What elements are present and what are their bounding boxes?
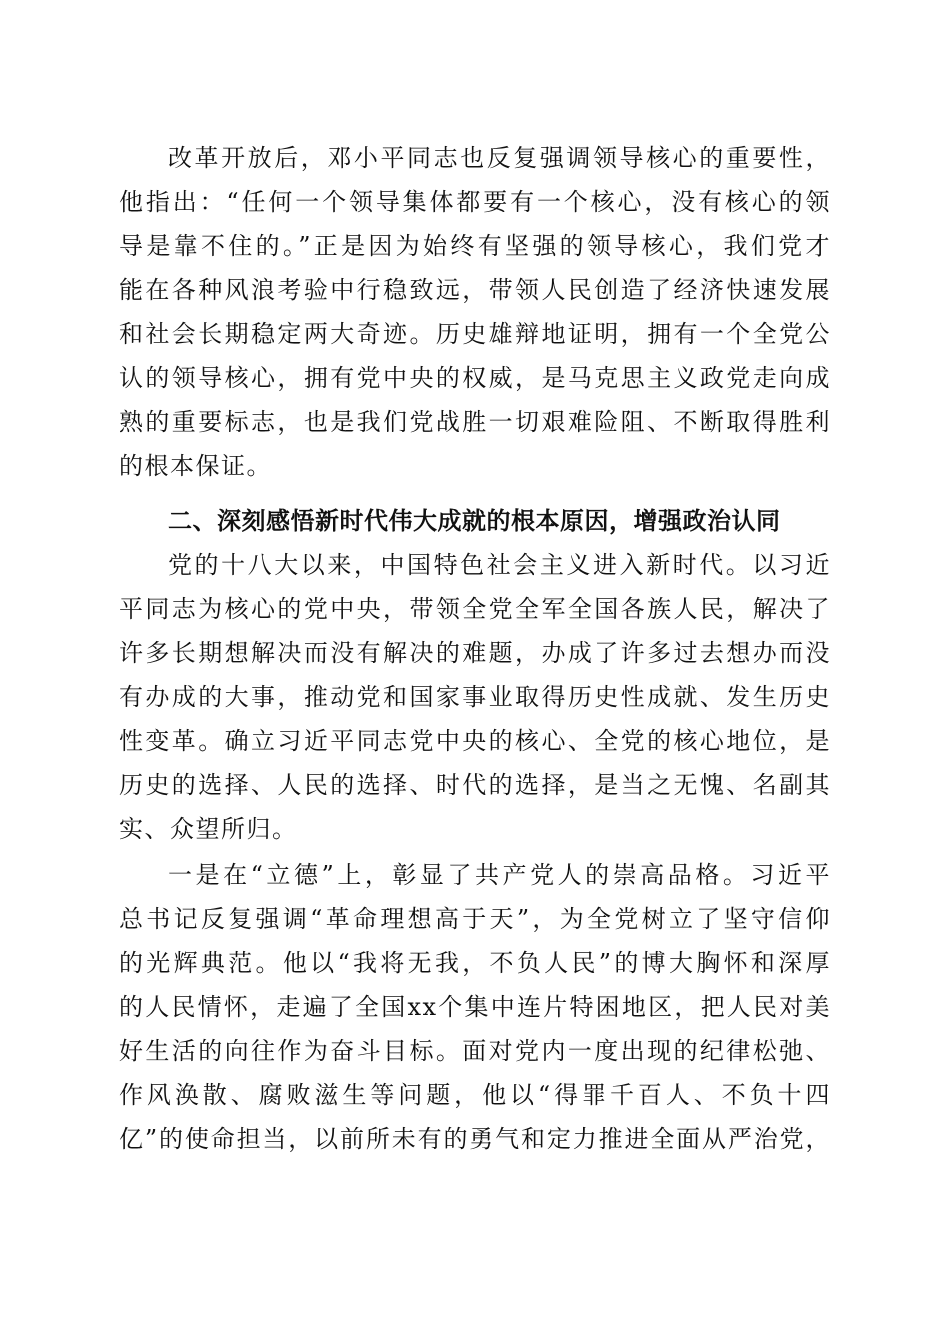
paragraph-new-era	[119, 543, 831, 851]
paragraph-line: 能在各种风浪考验中行稳致远，带领人民创造了经济快速发展	[119, 276, 831, 304]
paragraph-line: 好生活的向往作为奋斗目标。面对党内一度出现的纪律松弛、	[119, 1037, 831, 1065]
paragraph-line: 的光辉典范。他以“我将无我，不负人民”的博大胸怀和深厚	[119, 949, 831, 977]
paragraph-line: 作风涣散、腐败滋生等问题，他以“得罪千百人、不负十四	[119, 1081, 831, 1109]
section-heading	[119, 499, 831, 543]
paragraph-line: 有办成的大事，推动党和国家事业取得历史性成就、发生历史	[119, 683, 831, 711]
paragraph-line: 许多长期想解决而没有解决的难题，办成了许多过去想办而没	[119, 639, 831, 667]
paragraph-line: 历史的选择、人民的选择、时代的选择，是当之无愧、名副其	[119, 771, 831, 799]
paragraph-line: 一是在“立德”上，彰显了共产党人的崇高品格。习近平	[168, 861, 831, 889]
paragraph-line: 熟的重要标志，也是我们党战胜一切艰难险阻、不断取得胜利	[119, 408, 831, 436]
paragraph-line: 党的十八大以来，中国特色社会主义进入新时代。以习近	[168, 551, 831, 579]
paragraph-line: 实、众望所归。	[119, 815, 298, 843]
paragraph-leadership-core	[119, 136, 831, 488]
paragraph-line: 总书记反复强调“革命理想高于天”，为全党树立了坚守信仰	[119, 905, 831, 933]
paragraph-virtue	[119, 853, 831, 1161]
paragraph-line: 的人民情怀，走遍了全国xx个集中连片特困地区，把人民对美	[119, 993, 831, 1021]
paragraph-line: 他指出：“任何一个领导集体都要有一个核心，没有核心的领	[119, 188, 831, 216]
paragraph-line: 改革开放后，邓小平同志也反复强调领导核心的重要性，	[168, 144, 831, 172]
paragraph-line: 和社会长期稳定两大奇迹。历史雄辩地证明，拥有一个全党公	[119, 320, 831, 348]
paragraph-line: 平同志为核心的党中央，带领全党全军全国各族人民，解决了	[119, 595, 831, 623]
paragraph-line: 亿”的使命担当，以前所未有的勇气和定力推进全面从严治党，	[119, 1125, 831, 1153]
paragraph-line: 的根本保证。	[119, 452, 272, 480]
paragraph-line: 认的领导核心，拥有党中央的权威，是马克思主义政党走向成	[119, 364, 831, 392]
paragraph-line: 性变革。确立习近平同志党中央的核心、全党的核心地位，是	[119, 727, 831, 755]
section-heading-text: 二、深刻感悟新时代伟大成就的根本原因，增强政治认同	[168, 507, 781, 535]
paragraph-line: 导是靠不住的。”正是因为始终有坚强的领导核心，我们党才	[119, 232, 831, 260]
